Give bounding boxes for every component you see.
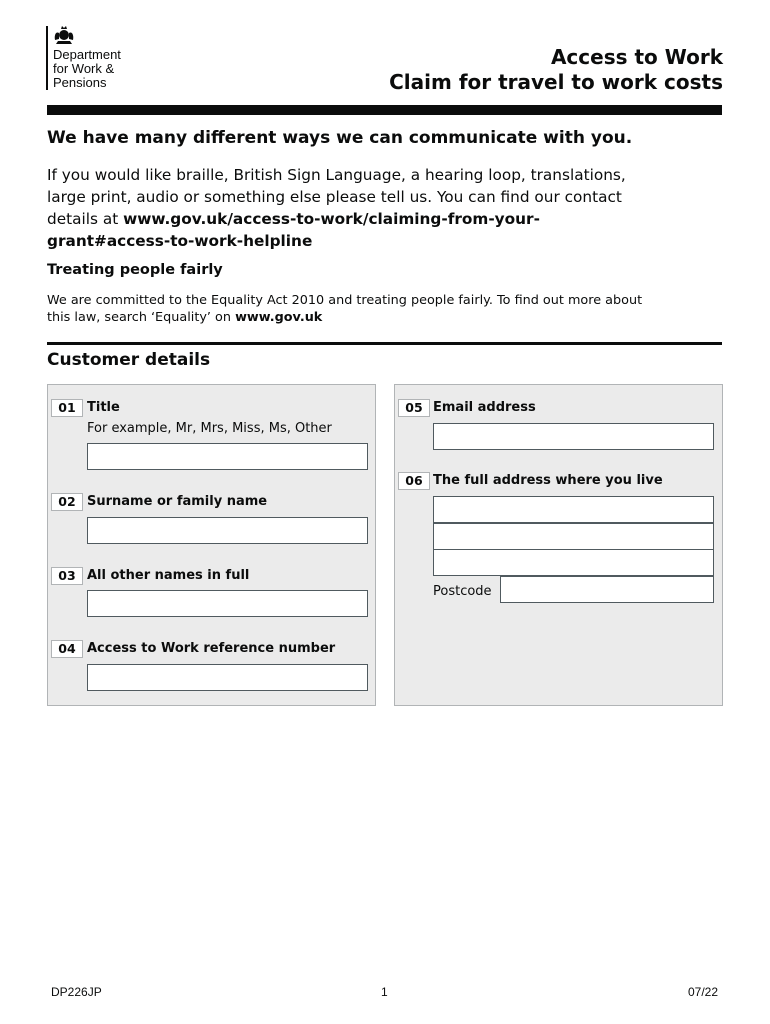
form-code: DP226JP xyxy=(51,985,102,999)
question-number-01: 01 xyxy=(51,399,83,417)
form-title xyxy=(389,45,723,95)
address-line-2-field[interactable] xyxy=(433,523,714,550)
form-title-line2: Claim for travel to work costs xyxy=(389,70,723,94)
logo-org-name: Department for Work & Pensions xyxy=(53,47,121,90)
gov-uk-link[interactable]: www.gov.uk xyxy=(235,310,323,325)
communication-body: If you would like braille, British Sign Language, a hearing loop, translations, large print, audio or something else please tell us. You can find our contact details at xyxy=(47,166,626,228)
title-field[interactable] xyxy=(87,443,368,470)
question-number-06: 06 xyxy=(398,472,430,490)
customer-details-left-panel xyxy=(47,384,376,706)
postcode-label: Postcode xyxy=(433,584,492,599)
surname-field[interactable] xyxy=(87,517,368,544)
page-number: 1 xyxy=(381,985,388,999)
address-line-1-field[interactable] xyxy=(433,496,714,523)
title-hint: For example, Mr, Mrs, Miss, Ms, Other xyxy=(87,421,332,436)
reference-number-label: Access to Work reference number xyxy=(87,641,336,656)
question-number-02: 02 xyxy=(51,493,83,511)
address-line-3-field[interactable] xyxy=(433,549,714,576)
form-title-line1: Access to Work xyxy=(550,45,723,69)
communication-text xyxy=(47,164,647,252)
header-rule xyxy=(47,105,722,115)
section-divider xyxy=(47,342,722,345)
logo-bar xyxy=(46,26,48,90)
royal-coat-of-arms-icon xyxy=(52,24,76,46)
helpline-link[interactable]: www.gov.uk/access-to-work/claiming-from-your-grant#access-to-work-helpline xyxy=(47,210,540,250)
customer-details-right-panel xyxy=(394,384,723,706)
fairness-body: We are committed to the Equality Act 2010 and treating people fairly. To find out more about this law, search ‘Equality’ on xyxy=(47,293,643,325)
title-label: Title xyxy=(87,400,120,415)
email-label: Email address xyxy=(433,400,536,415)
fairness-text xyxy=(47,292,647,326)
customer-details-heading: Customer details xyxy=(47,350,211,370)
other-names-field[interactable] xyxy=(87,590,368,617)
postcode-field[interactable] xyxy=(500,576,714,603)
address-label: The full address where you live xyxy=(433,473,663,488)
question-number-05: 05 xyxy=(398,399,430,417)
other-names-label: All other names in full xyxy=(87,568,250,583)
email-field[interactable] xyxy=(433,423,714,450)
question-number-03: 03 xyxy=(51,567,83,585)
communication-heading: We have many different ways we can communicate with you. xyxy=(47,128,633,148)
surname-label: Surname or family name xyxy=(87,494,268,509)
reference-number-field[interactable] xyxy=(87,664,368,691)
question-number-04: 04 xyxy=(51,640,83,658)
form-date: 07/22 xyxy=(687,985,718,999)
fairness-heading: Treating people fairly xyxy=(47,262,223,278)
